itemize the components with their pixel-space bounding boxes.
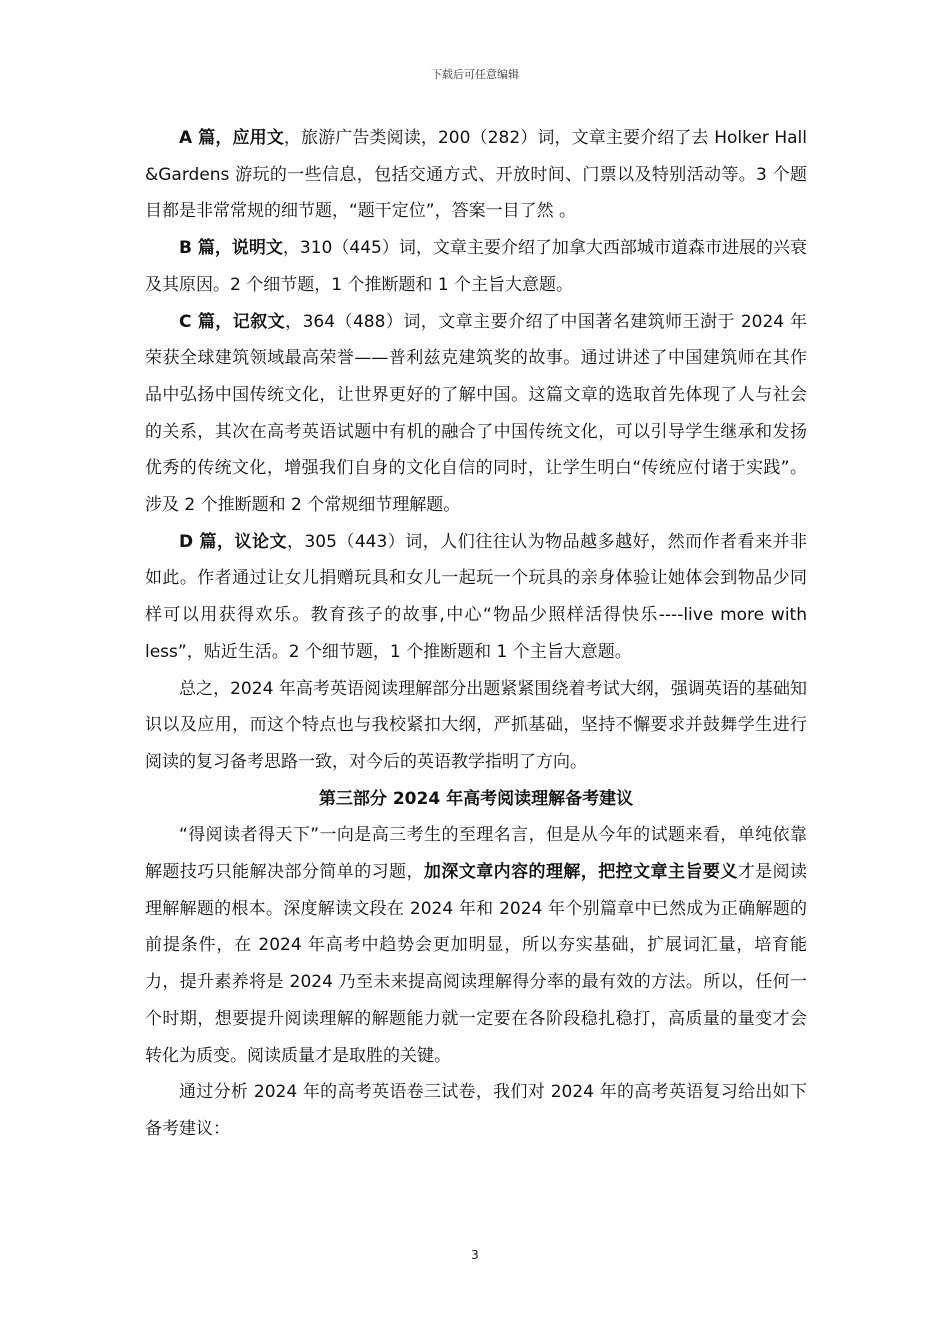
- passage-d: [145, 524, 807, 671]
- closing-paragraph: 通过分析 2024 年的高考英语卷三试卷，我们对 2024 年的高考英语复习给出如下备考建议：: [145, 1082, 807, 1139]
- section-title: 第三部分 2024 年高考阅读理解备考建议: [318, 788, 634, 809]
- document-body: [145, 120, 807, 1148]
- advice-part1: “得阅读者得天下”一向是高三考生的至理名言，但是从今年的试题来看，单纯依靠解题技巧只能解决部分简单的习题，: [145, 825, 807, 883]
- passage-a-label: A 篇，应用文: [179, 128, 284, 148]
- passage-b-label: B 篇，说明文: [179, 238, 283, 259]
- passage-b: [145, 230, 807, 303]
- page-header: 下载后可任意编辑: [431, 68, 519, 81]
- page-number: 3: [471, 1248, 479, 1262]
- advice-part2: 才是阅读理解解题的根本。深度解读文段在 2024 年和 2024 年个别篇章中已然成为正确解题的前提条件，在 2024 年高考中趋势会更加明显，所以夯实基础，扩展词汇量，培育能力，提升素养将是 2024 乃至未来提高阅读理解得分率的最有效的方法。所以，任何一个时期，想要提升阅读理解的解题能力就一定要在各阶段稳扎稳打，高质量的量变才会转化为质变。阅读质量才是取胜的关键。: [145, 862, 808, 1066]
- passage-a: [145, 120, 807, 230]
- passage-b-text: ，310（445）词，文章主要介绍了加拿大西部城市道森市进展的兴衰及其原因。2 个细节题，1 个推断题和 1 个主旨大意题。: [145, 238, 807, 295]
- passage-c: [145, 304, 807, 524]
- summary-paragraph: 总之，2024 年高考英语阅读理解部分出题紧紧围绕着考试大纲，强调英语的基础知识以及应用，而这个特点也与我校紧扣大纲，严抓基础，坚持不懈要求并鼓舞学生进行阅读的复习备考思路一致，对今后的英语教学指明了方向。: [145, 678, 807, 772]
- passage-a-text: ，旅游广告类阅读，200（282）词，文章主要介绍了去 Holker Hall &Gardens 游玩的一些信息，包括交通方式、开放时间、门票以及特别活动等。3 个题目都是非常常规的细节题，“题干定位”，答案一目了然 。: [145, 128, 807, 222]
- passage-d-text: ，305（443）词，人们往往认为物品越多越好，然而作者看来并非如此。作者通过让女儿捐赠玩具和女儿一起玩一个玩具的亲身体验让她体会到物品少同样可以用获得欢乐。教育孩子的故事,中心“物品少照样活得快乐----live more with less”，贴近生活。2 个细节题，1 个推断题和 1 个主旨大意题。: [145, 531, 807, 662]
- advice-paragraph: [145, 817, 807, 1074]
- passage-d-label: D 篇，议论文: [179, 531, 287, 552]
- passage-c-label: C 篇，记叙文: [179, 311, 286, 332]
- passage-c-text: ，364（488）词，文章主要介绍了中国著名建筑师王澍于 2024 年荣获全球建筑领域最高荣誉——普利兹克建筑奖的故事。通过讲述了中国建筑师在其作品中弘扬中国传统文化，让世界更好的了解中国。这篇文章的选取首先体现了人与社会的关系，其次在高考英语试题中有机的融合了中国传统文化，可以引导学生继承和发扬优秀的传统文化，增强我们自身的文化自信的同时，让学生明白“传统应付诸于实践”。涉及 2 个推断题和 2 个常规细节理解题。: [145, 311, 807, 516]
- advice-bold: 加深文章内容的理解，把控文章主旨要义: [423, 862, 738, 883]
